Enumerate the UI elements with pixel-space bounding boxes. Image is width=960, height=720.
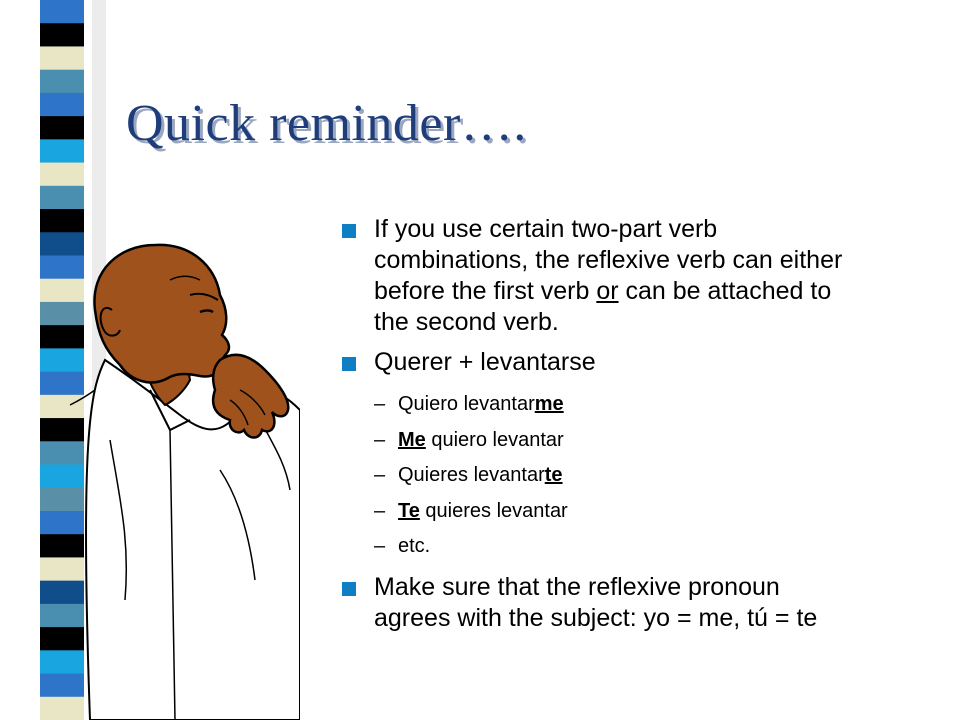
bullet-text-a: If you use certain two-part verb combinations, the reflexive verb can either before the first verb — [374, 215, 843, 305]
bullet-agreement-text: Make sure that the reflexive pronoun agrees with the subject: yo = me, tú = te — [374, 573, 818, 632]
square-bullet-icon — [342, 582, 356, 596]
thinking-man-illustration — [50, 240, 300, 720]
example-item: – Quiero levantarme — [374, 393, 564, 415]
square-bullet-icon — [342, 357, 356, 371]
bullet-list — [340, 214, 860, 643]
bullet-agreement — [340, 572, 860, 634]
stripe-segment — [40, 70, 84, 94]
stripe-segment — [40, 23, 84, 47]
stripe-segment — [40, 93, 84, 117]
stripe-segment — [40, 163, 84, 187]
bullet-querer — [340, 347, 860, 378]
example-item: – etc. — [374, 535, 431, 557]
example-item: – Te quieres levantar — [374, 499, 568, 522]
slide-title: Quick reminder…. — [126, 95, 527, 152]
bullet-text-b: can be attached to the second verb. — [374, 277, 832, 336]
stripe-segment — [40, 46, 84, 70]
stripe-segment — [40, 0, 84, 24]
example-item: – Me quiero levantar — [374, 428, 564, 451]
bullet-two-part-verbs — [340, 214, 860, 338]
bullet-querer-text: Querer + levantarse — [374, 348, 596, 376]
square-bullet-icon — [342, 224, 356, 238]
stripe-segment — [40, 186, 84, 210]
stripe-segment — [40, 139, 84, 163]
stripe-segment — [40, 209, 84, 233]
stripe-segment — [40, 116, 84, 140]
bullet-underlined-or: or — [596, 277, 619, 305]
example-item: – Quieres levantarte — [374, 464, 563, 486]
